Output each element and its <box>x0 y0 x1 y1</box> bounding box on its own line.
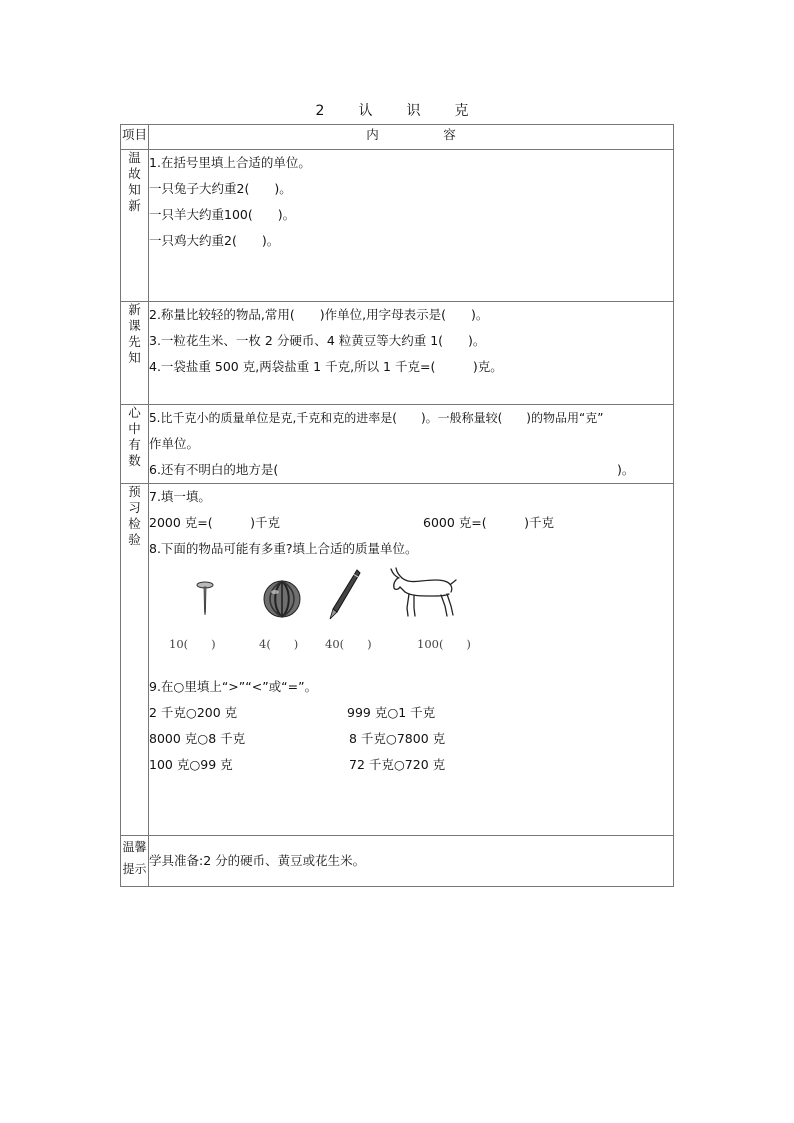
question-1: 1.在括号里填上合适的单位。 <box>149 155 311 170</box>
question-7a: 2000 克=( )千克 <box>149 515 281 530</box>
question-4: 4.一袋盐重 500 克,两袋盐重 1 千克,所以 1 千克=( )克。 <box>149 359 503 374</box>
compare-item: 100 克○99 克 <box>149 757 233 772</box>
section-label-mind: 心 中 有 数 <box>121 405 149 484</box>
section-check <box>121 484 674 836</box>
compare-row <box>149 752 673 778</box>
compare-item: 999 克○1 千克 <box>347 705 436 720</box>
section-label-check: 预 习 检 验 <box>121 484 149 836</box>
section-new <box>121 302 674 405</box>
section-review <box>121 150 674 302</box>
compare-item: 8 千克○7800 克 <box>349 731 446 746</box>
question-2: 2.称量比较轻的物品,常用( )作单位,用字母表示是( )。 <box>149 307 489 322</box>
header-content: 内 容 <box>149 125 674 150</box>
tip-text: 学具准备:2 分的硬币、黄豆或花生米。 <box>149 853 366 868</box>
section-mind <box>121 405 674 484</box>
compare-row <box>149 726 673 752</box>
section-content-check <box>149 484 674 836</box>
question-7b: 6000 克=( )千克 <box>423 515 555 530</box>
page-title: 2 认 识 克 <box>315 103 479 119</box>
question-8: 8.下面的物品可能有多重?填上合适的质量单位。 <box>149 541 418 556</box>
question-1c: 一只鸡大约重2( )。 <box>149 233 280 248</box>
section-label-new: 新 课 先 知 <box>121 302 149 405</box>
question-6: 6.还有不明白的地方是( )。 <box>149 462 635 477</box>
item-weight-pen: 40( ) <box>325 637 372 651</box>
pen-icon <box>327 568 361 620</box>
item-weight-nail: 10( ) <box>169 637 216 651</box>
compare-item: 72 千克○720 克 <box>349 757 446 772</box>
header-row <box>121 125 674 150</box>
question-8-pictures <box>149 562 673 674</box>
question-5: 5.比千克小的质量单位是克,千克和克的进率是( )。一般称量较( )的物品用“克” <box>149 411 604 425</box>
goat-icon <box>387 566 457 620</box>
section-label-tip: 温馨 提示 <box>121 836 149 887</box>
question-3: 3.一粒花生米、一枚 2 分硬币、4 粒黄豆等大约重 1( )。 <box>149 333 486 348</box>
compare-row <box>149 700 673 726</box>
question-9: 9.在○里填上“>”“<”或“=”。 <box>149 679 318 694</box>
item-weight-goat: 100( ) <box>417 637 471 651</box>
section-tip <box>121 836 674 887</box>
item-weight-watermelon: 4( ) <box>259 637 299 651</box>
nail-icon <box>195 580 215 620</box>
question-1b: 一只羊大约重100( )。 <box>149 207 296 222</box>
section-label-review: 温 故 知 新 <box>121 150 149 302</box>
section-content-tip <box>149 836 674 887</box>
section-content-review <box>149 150 674 302</box>
section-content-mind <box>149 405 674 484</box>
question-7-row <box>149 510 673 536</box>
compare-item: 2 千克○200 克 <box>149 705 238 720</box>
question-5-cont: 作单位。 <box>149 436 200 451</box>
watermelon-icon <box>262 578 302 618</box>
header-item: 项目 <box>121 125 149 150</box>
question-1a: 一只兔子大约重2( )。 <box>149 181 292 196</box>
question-7: 7.填一填。 <box>149 489 211 504</box>
worksheet-table <box>120 124 674 887</box>
section-content-new <box>149 302 674 405</box>
compare-item: 8000 克○8 千克 <box>149 731 246 746</box>
